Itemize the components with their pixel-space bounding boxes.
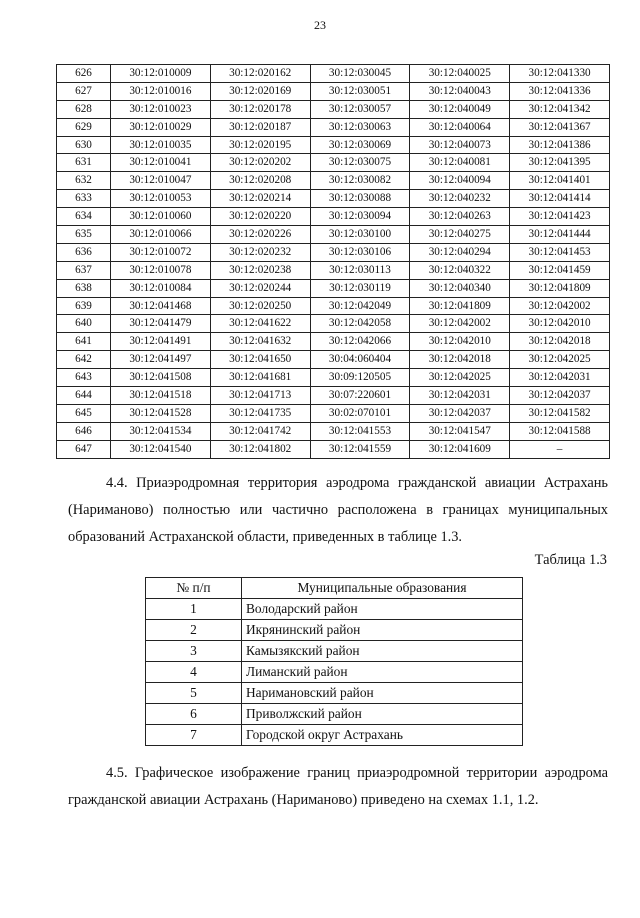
row-number-cell: 642 xyxy=(57,351,111,369)
row-number-cell: 647 xyxy=(57,440,111,458)
paragraph-line: гражданской авиации Астрахань (Нариманово) приведено на схемах 1.1, 1.2. xyxy=(68,792,539,808)
cadastral-code-cell: 30:12:020214 xyxy=(210,190,310,208)
table-row xyxy=(57,297,610,315)
cadastral-code-cell: 30:09:120505 xyxy=(310,369,410,387)
table-row xyxy=(57,351,610,369)
cadastral-code-cell: 30:12:042018 xyxy=(510,333,610,351)
table-row xyxy=(57,118,610,136)
cadastral-code-cell: 30:12:041386 xyxy=(510,136,610,154)
cadastral-code-cell: 30:12:041681 xyxy=(210,369,310,387)
paragraph-4-4 xyxy=(68,470,608,551)
table-row xyxy=(57,369,610,387)
cadastral-code-cell: 30:12:041622 xyxy=(210,315,310,333)
cadastral-code-cell: 30:12:041802 xyxy=(210,440,310,458)
cadastral-code-cell: 30:12:042037 xyxy=(410,404,510,422)
row-number-cell: 631 xyxy=(57,154,111,172)
row-number-cell: 630 xyxy=(57,136,111,154)
cadastral-code-cell: 30:12:041330 xyxy=(510,65,610,83)
cadastral-code-cell: 30:12:041459 xyxy=(510,261,610,279)
cadastral-code-cell: 30:12:030113 xyxy=(310,261,410,279)
cadastral-code-cell: 30:12:041444 xyxy=(510,226,610,244)
cadastral-code-cell: 30:12:042025 xyxy=(510,351,610,369)
cadastral-code-cell: 30:12:041336 xyxy=(510,82,610,100)
table-row xyxy=(146,683,523,704)
cadastral-code-cell: 30:12:040064 xyxy=(410,118,510,136)
municipality-name-cell: Володарский район xyxy=(242,599,523,620)
cadastral-codes-table xyxy=(56,64,610,459)
cadastral-code-cell: 30:12:010041 xyxy=(111,154,211,172)
cadastral-code-cell: 30:12:041588 xyxy=(510,422,610,440)
row-number-cell: 3 xyxy=(146,641,242,662)
cadastral-code-cell: 30:12:010066 xyxy=(111,226,211,244)
row-number-cell: 640 xyxy=(57,315,111,333)
cadastral-code-cell: 30:12:020178 xyxy=(210,100,310,118)
cadastral-code-cell: 30:12:042002 xyxy=(510,297,610,315)
cadastral-code-cell: 30:12:030045 xyxy=(310,65,410,83)
table-row xyxy=(57,154,610,172)
cadastral-code-cell: 30:12:030088 xyxy=(310,190,410,208)
cadastral-code-cell: 30:12:041632 xyxy=(210,333,310,351)
row-number-cell: 643 xyxy=(57,369,111,387)
row-number-cell: 646 xyxy=(57,422,111,440)
table-header-row xyxy=(146,578,523,599)
row-number-cell: 632 xyxy=(57,172,111,190)
cadastral-code-cell: 30:12:041518 xyxy=(111,387,211,405)
table-row xyxy=(57,315,610,333)
cadastral-code-cell: 30:12:040081 xyxy=(410,154,510,172)
cadastral-code-cell: 30:12:040073 xyxy=(410,136,510,154)
cadastral-code-cell: 30:12:041342 xyxy=(510,100,610,118)
table-row xyxy=(57,333,610,351)
cadastral-code-cell: – xyxy=(510,440,610,458)
row-number-cell: 635 xyxy=(57,226,111,244)
row-number-cell: 637 xyxy=(57,261,111,279)
cadastral-code-cell: 30:12:041423 xyxy=(510,208,610,226)
municipality-name-cell: Приволжский район xyxy=(242,704,523,725)
cadastral-code-cell: 30:12:020226 xyxy=(210,226,310,244)
cadastral-code-cell: 30:12:030057 xyxy=(310,100,410,118)
cadastral-code-cell: 30:12:042058 xyxy=(310,315,410,333)
cadastral-code-cell: 30:12:040043 xyxy=(410,82,510,100)
row-number-cell: 628 xyxy=(57,100,111,118)
cadastral-code-cell: 30:12:041497 xyxy=(111,351,211,369)
row-number-cell: 5 xyxy=(146,683,242,704)
cadastral-code-cell: 30:12:042010 xyxy=(510,315,610,333)
cadastral-code-cell: 30:12:040275 xyxy=(410,226,510,244)
cadastral-code-cell: 30:12:041582 xyxy=(510,404,610,422)
cadastral-code-cell: 30:12:010084 xyxy=(111,279,211,297)
table-row xyxy=(57,387,610,405)
cadastral-code-cell: 30:12:041367 xyxy=(510,118,610,136)
paragraph-line: 4.4. Приаэродромная территория аэродрома гражданской авиации Астрахань xyxy=(106,475,608,491)
municipality-name-cell: Наримановский район xyxy=(242,683,523,704)
cadastral-code-cell: 30:12:030051 xyxy=(310,82,410,100)
row-number-cell: 633 xyxy=(57,190,111,208)
cadastral-code-cell: 30:12:041742 xyxy=(210,422,310,440)
cadastral-codes-table-body xyxy=(57,65,610,459)
cadastral-code-cell: 30:12:041735 xyxy=(210,404,310,422)
cadastral-code-cell: 30:12:010035 xyxy=(111,136,211,154)
paragraph-4-5 xyxy=(68,760,608,814)
table-row xyxy=(146,620,523,641)
row-number-cell: 639 xyxy=(57,297,111,315)
cadastral-code-cell: 30:12:020244 xyxy=(210,279,310,297)
table-row xyxy=(146,725,523,746)
row-number-cell: 7 xyxy=(146,725,242,746)
cadastral-code-cell: 30:12:041468 xyxy=(111,297,211,315)
table-row xyxy=(57,100,610,118)
row-number-cell: 627 xyxy=(57,82,111,100)
cadastral-code-cell: 30:12:041534 xyxy=(111,422,211,440)
row-number-cell: 626 xyxy=(57,65,111,83)
cadastral-code-cell: 30:12:042025 xyxy=(410,369,510,387)
cadastral-code-cell: 30:12:042066 xyxy=(310,333,410,351)
row-number-cell: 644 xyxy=(57,387,111,405)
table-row xyxy=(57,440,610,458)
cadastral-code-cell: 30:12:020162 xyxy=(210,65,310,83)
cadastral-code-cell: 30:12:041559 xyxy=(310,440,410,458)
table-row xyxy=(57,208,610,226)
cadastral-code-cell: 30:12:041809 xyxy=(410,297,510,315)
cadastral-code-cell: 30:12:041553 xyxy=(310,422,410,440)
paragraph-line: образований Астраханской области, приведенных в таблице 1.3. xyxy=(68,529,463,545)
cadastral-code-cell: 30:12:041453 xyxy=(510,243,610,261)
cadastral-code-cell: 30:12:041528 xyxy=(111,404,211,422)
row-number-cell: 641 xyxy=(57,333,111,351)
cadastral-code-cell: 30:12:030075 xyxy=(310,154,410,172)
row-number-cell: 638 xyxy=(57,279,111,297)
table-row xyxy=(57,65,610,83)
cadastral-code-cell: 30:12:020208 xyxy=(210,172,310,190)
municipalities-table xyxy=(145,577,523,746)
cadastral-code-cell: 30:12:010016 xyxy=(111,82,211,100)
cadastral-code-cell: 30:04:060404 xyxy=(310,351,410,369)
table-row xyxy=(57,82,610,100)
cadastral-code-cell: 30:12:040263 xyxy=(410,208,510,226)
cadastral-code-cell: 30:12:041508 xyxy=(111,369,211,387)
cadastral-code-cell: 30:12:030063 xyxy=(310,118,410,136)
cadastral-code-cell: 30:07:220601 xyxy=(310,387,410,405)
table-row xyxy=(57,422,610,440)
cadastral-code-cell: 30:12:040322 xyxy=(410,261,510,279)
cadastral-code-cell: 30:12:041395 xyxy=(510,154,610,172)
cadastral-code-cell: 30:12:041479 xyxy=(111,315,211,333)
row-number-cell: 2 xyxy=(146,620,242,641)
cadastral-code-cell: 30:12:041547 xyxy=(410,422,510,440)
table-row xyxy=(146,662,523,683)
cadastral-code-cell: 30:12:010078 xyxy=(111,261,211,279)
page-number: 23 xyxy=(314,18,326,32)
municipality-name-cell: Городской округ Астрахань xyxy=(242,725,523,746)
cadastral-code-cell: 30:12:010072 xyxy=(111,243,211,261)
cadastral-code-cell: 30:12:020187 xyxy=(210,118,310,136)
cadastral-code-cell: 30:12:042010 xyxy=(410,333,510,351)
table-row xyxy=(57,226,610,244)
cadastral-code-cell: 30:02:070101 xyxy=(310,404,410,422)
table-row xyxy=(57,243,610,261)
cadastral-code-cell: 30:12:020250 xyxy=(210,297,310,315)
cadastral-code-cell: 30:12:042037 xyxy=(510,387,610,405)
cadastral-code-cell: 30:12:030119 xyxy=(310,279,410,297)
cadastral-code-cell: 30:12:040049 xyxy=(410,100,510,118)
cadastral-code-cell: 30:12:041809 xyxy=(510,279,610,297)
row-number-cell: 645 xyxy=(57,404,111,422)
cadastral-code-cell: 30:12:030094 xyxy=(310,208,410,226)
row-number-cell: 636 xyxy=(57,243,111,261)
cadastral-code-cell: 30:12:042002 xyxy=(410,315,510,333)
row-number-cell: 1 xyxy=(146,599,242,620)
header-municipality: Муниципальные образования xyxy=(242,578,523,599)
cadastral-code-cell: 30:12:020220 xyxy=(210,208,310,226)
cadastral-code-cell: 30:12:020195 xyxy=(210,136,310,154)
cadastral-code-cell: 30:12:041540 xyxy=(111,440,211,458)
cadastral-code-cell: 30:12:041713 xyxy=(210,387,310,405)
cadastral-code-cell: 30:12:041650 xyxy=(210,351,310,369)
table-row xyxy=(57,190,610,208)
cadastral-code-cell: 30:12:042031 xyxy=(410,387,510,405)
row-number-cell: 634 xyxy=(57,208,111,226)
header-number: № п/п xyxy=(146,578,242,599)
cadastral-code-cell: 30:12:042031 xyxy=(510,369,610,387)
cadastral-code-cell: 30:12:010053 xyxy=(111,190,211,208)
municipalities-table-body xyxy=(146,599,523,746)
row-number-cell: 6 xyxy=(146,704,242,725)
cadastral-code-cell: 30:12:030082 xyxy=(310,172,410,190)
row-number-cell: 4 xyxy=(146,662,242,683)
cadastral-code-cell: 30:12:041491 xyxy=(111,333,211,351)
table-row xyxy=(57,136,610,154)
cadastral-code-cell: 30:12:020169 xyxy=(210,82,310,100)
cadastral-code-cell: 30:12:040232 xyxy=(410,190,510,208)
table-row xyxy=(57,404,610,422)
cadastral-code-cell: 30:12:040340 xyxy=(410,279,510,297)
paragraph-line: 4.5. Графическое изображение границ приаэродромной территории аэродрома xyxy=(106,765,608,781)
cadastral-code-cell: 30:12:010009 xyxy=(111,65,211,83)
table-row xyxy=(146,704,523,725)
table-row xyxy=(146,641,523,662)
cadastral-code-cell: 30:12:042049 xyxy=(310,297,410,315)
paragraph-line: (Нариманово) полностью или частично расположена в границах муниципальных xyxy=(68,502,608,518)
row-number-cell: 629 xyxy=(57,118,111,136)
municipality-name-cell: Лиманский район xyxy=(242,662,523,683)
table-label: Таблица 1.3 xyxy=(534,552,607,568)
cadastral-code-cell: 30:12:041609 xyxy=(410,440,510,458)
table-row xyxy=(57,279,610,297)
cadastral-code-cell: 30:12:010023 xyxy=(111,100,211,118)
cadastral-code-cell: 30:12:030100 xyxy=(310,226,410,244)
cadastral-code-cell: 30:12:020238 xyxy=(210,261,310,279)
cadastral-code-cell: 30:12:010029 xyxy=(111,118,211,136)
cadastral-code-cell: 30:12:010047 xyxy=(111,172,211,190)
cadastral-code-cell: 30:12:020202 xyxy=(210,154,310,172)
cadastral-code-cell: 30:12:040294 xyxy=(410,243,510,261)
municipality-name-cell: Икрянинский район xyxy=(242,620,523,641)
cadastral-code-cell: 30:12:040025 xyxy=(410,65,510,83)
cadastral-code-cell: 30:12:041414 xyxy=(510,190,610,208)
table-row xyxy=(146,599,523,620)
cadastral-code-cell: 30:12:030106 xyxy=(310,243,410,261)
cadastral-code-cell: 30:12:020232 xyxy=(210,243,310,261)
municipality-name-cell: Камызякский район xyxy=(242,641,523,662)
cadastral-code-cell: 30:12:030069 xyxy=(310,136,410,154)
cadastral-code-cell: 30:12:041401 xyxy=(510,172,610,190)
cadastral-code-cell: 30:12:042018 xyxy=(410,351,510,369)
cadastral-code-cell: 30:12:010060 xyxy=(111,208,211,226)
cadastral-code-cell: 30:12:040094 xyxy=(410,172,510,190)
table-row xyxy=(57,261,610,279)
table-row xyxy=(57,172,610,190)
